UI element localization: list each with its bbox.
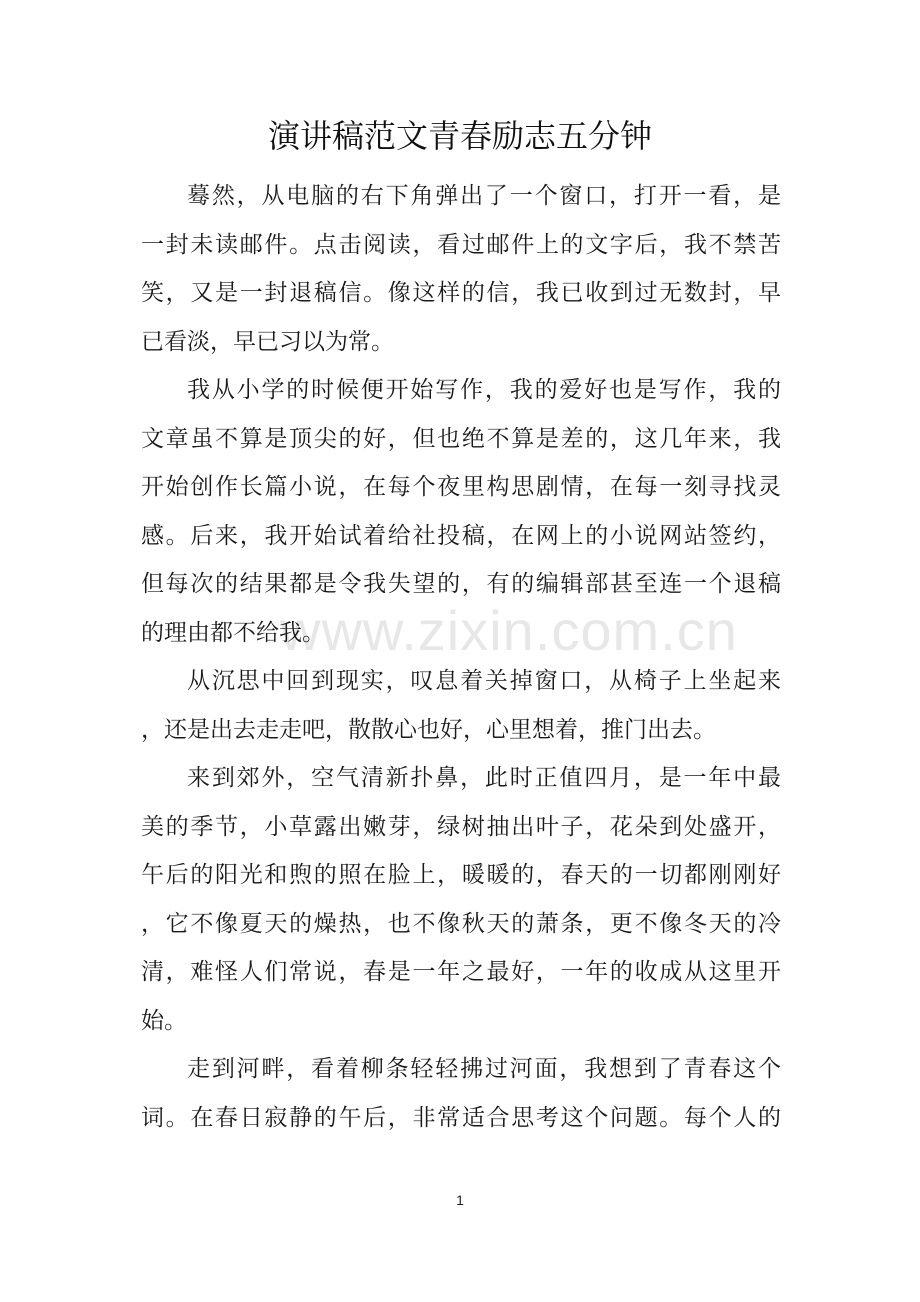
- text-line: 我从小学的时候便开始写作，我的爱好也是写作，我的: [187, 377, 781, 403]
- paragraph-2: [141, 366, 781, 657]
- text-line: 走到河畔，看着柳条轻轻拂过河面，我想到了青春这个: [187, 1056, 781, 1082]
- text-line: 词。在春日寂静的午后，非常适合思考这个问题。每个人的: [141, 1104, 781, 1131]
- text-line: ，它不像夏天的燥热，也不像秋天的萧条，更不像冬天的冷: [141, 910, 781, 937]
- text-line: ，还是出去走走吧，散散心也好，心里想着，推门出去。: [141, 716, 716, 743]
- text-line: 已看淡，早已习以为常。: [141, 328, 394, 355]
- text-line: 美的季节，小草露出嫩芽，绿树抽出叶子，花朵到处盛开，: [141, 813, 781, 840]
- text-line: 感。后来，我开始试着给社投稿，在网上的小说网站签约，: [141, 522, 781, 549]
- text-line: 但每次的结果都是令我失望的，有的编辑部甚至连一个退稿: [141, 571, 781, 597]
- text-line: 始。: [141, 1007, 187, 1034]
- document-title: 演讲稿范文青春励志五分钟: [267, 117, 652, 155]
- watermark: www.zixin.com.cn: [280, 599, 738, 662]
- paragraph-5: [141, 1045, 781, 1142]
- paragraph-3: [141, 657, 781, 754]
- text-line: 午后的阳光和煦的照在脸上，暖暖的，春天的一切都刚刚好: [141, 862, 781, 888]
- text-line: 的理由都不给我。: [141, 619, 325, 646]
- paragraph-4: [141, 754, 781, 1045]
- text-line: 文章虽不算是顶尖的好，但也绝不算是差的，这几年来，我: [141, 425, 781, 452]
- text-line: 来到郊外，空气清新扑鼻，此时正值四月，是一年中最: [187, 765, 781, 791]
- text-line: 从沉思中回到现实，叹息着关掉窗口，从椅子上坐起来: [187, 668, 781, 694]
- page-number: 1: [456, 1192, 464, 1208]
- text-line: 开始创作长篇小说，在每个夜里构思剧情，在每一刻寻找灵: [141, 474, 781, 500]
- text-line: 笑，又是一封退稿信。像这样的信，我已收到过无数封，早: [141, 280, 781, 306]
- text-line: 蓦然，从电脑的右下角弹出了一个窗口，打开一看，是: [187, 183, 781, 209]
- document-body: [141, 172, 781, 1142]
- paragraph-1: [141, 172, 781, 366]
- text-line: 一封未读邮件。点击阅读，看过邮件上的文字后，我不禁苦: [141, 231, 781, 258]
- text-line: 清，难怪人们常说，春是一年之最好，一年的收成从这里开: [141, 959, 781, 985]
